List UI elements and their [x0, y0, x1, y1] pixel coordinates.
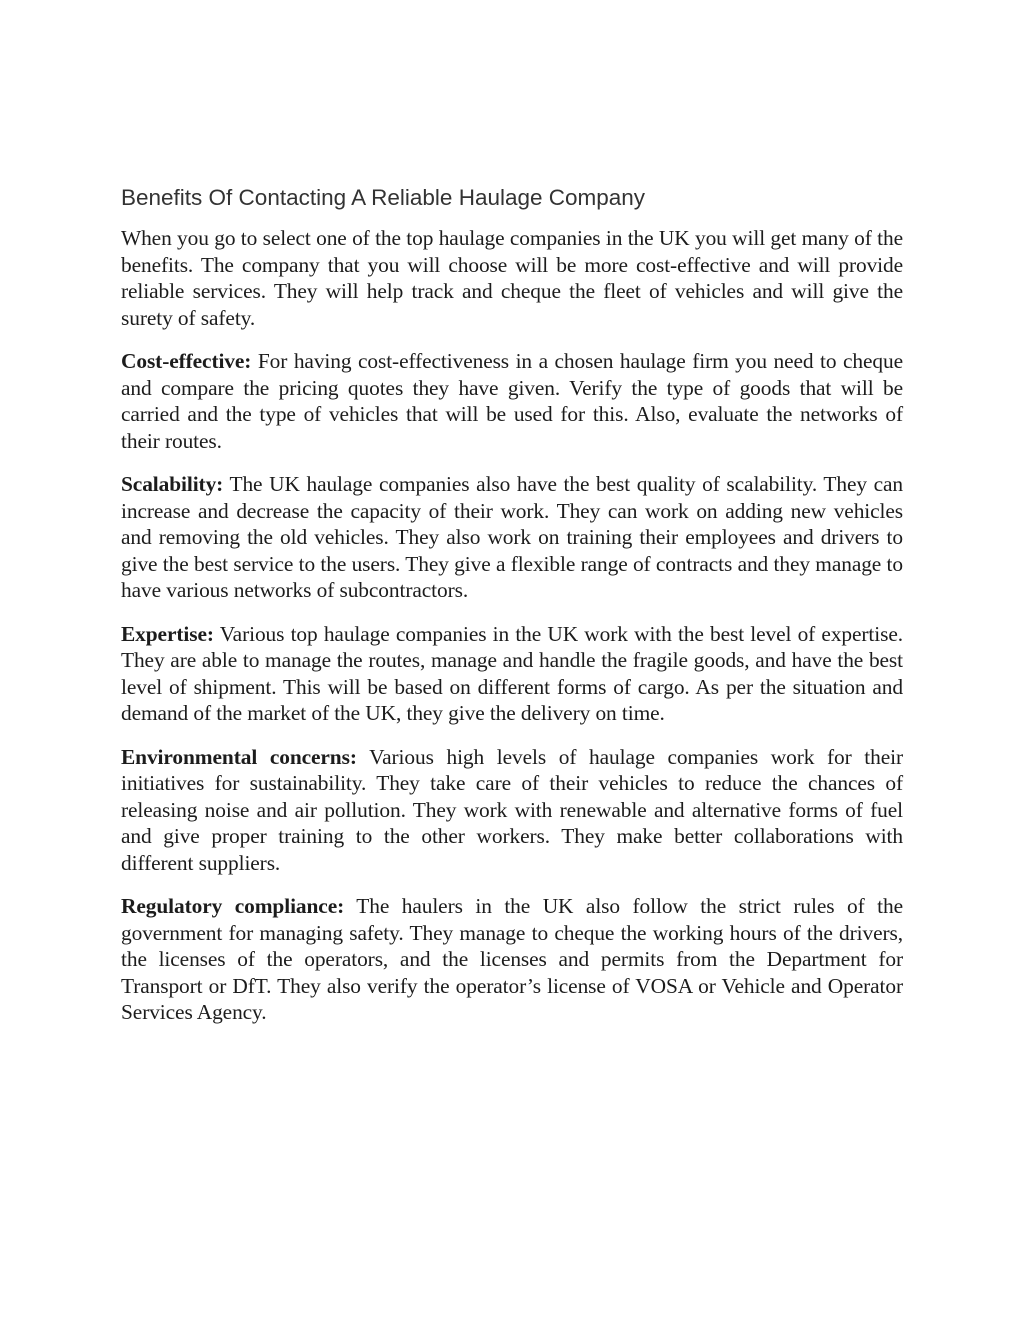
section-expertise	[121, 621, 903, 727]
section-text: Various top haulage companies in the UK work with the best level of expertise. They are able to manage the routes, manage and handle the fragile goods, and have the best level of shipment. This will be based on different forms of cargo. As per the situation and demand of the market of the UK, they give the delivery on time.	[121, 621, 903, 725]
section-cost-effective	[121, 348, 903, 454]
section-text: Various high levels of haulage companies work for their initiatives for sustainability. They take care of their vehicles to reduce the chances of releasing noise and air pollution. They work with renewable and alternative forms of fuel and give proper training to the other workers. They make better collaborations with different suppliers.	[121, 744, 903, 875]
section-heading: Scalability:	[121, 472, 224, 496]
section-text: The haulers in the UK also follow the strict rules of the government for managing safety. They manage to cheque the working hours of the drivers, the licenses of the operators, and the licenses and permits from the Department for Transport or DfT. They also verify the operator’s license of VOSA or Vehicle and Operator Services Agency.	[121, 894, 903, 1024]
intro-paragraph: When you go to select one of the top haulage companies in the UK you will get many of the benefits. The company that you will choose will be more cost-effective and will provide reliable services. They will help track and cheque the fleet of vehicles and will give the surety of safety.	[121, 226, 903, 330]
section-environmental-concerns	[121, 744, 903, 877]
section-text: The UK haulage companies also have the best quality of scalability. They can increase and decrease the capacity of their work. They can work on adding new vehicles and removing the old vehicles. They also work on training their employees and drivers to give the best service to the users. They give a flexible range of contracts and they manage to have various networks of subcontractors.	[121, 472, 903, 602]
section-text: For having cost-effectiveness in a chosen haulage firm you need to cheque and compare the pricing quotes they have given. Verify the type of goods that will be carried and the type of vehicles that will be used for this. Also, evaluate the networks of their routes.	[121, 349, 903, 453]
document-title: Benefits Of Contacting A Reliable Haulage Company	[121, 185, 646, 210]
section-regulatory-compliance	[121, 893, 903, 1026]
section-heading: Regulatory compliance:	[121, 894, 345, 918]
section-heading: Environmental concerns:	[121, 744, 357, 769]
section-heading: Expertise:	[121, 621, 214, 646]
document-body	[121, 181, 903, 1043]
section-scalability	[121, 471, 903, 604]
section-heading: Cost-effective:	[121, 349, 252, 373]
